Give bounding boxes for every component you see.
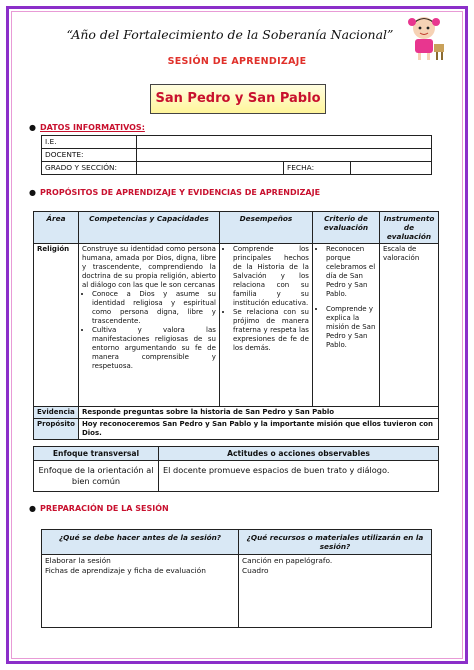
table-row — [42, 162, 432, 175]
bullet-icon: ● — [29, 123, 36, 132]
table-row — [42, 136, 432, 149]
list-item: • Se relaciona con su prójimo de manera fraterna y respeta las expresiones de fe de los demás. — [233, 308, 309, 353]
bullet-icon: ● — [29, 188, 36, 197]
fecha-label: FECHA: — [284, 162, 351, 175]
header-desempenos: Desempeños — [219, 212, 312, 244]
grado-label: GRADO Y SECCIÓN: — [42, 162, 137, 175]
student-illustration — [398, 10, 450, 62]
preparation-table — [41, 529, 432, 628]
fecha-value — [351, 162, 432, 175]
header-instrumento: Instrumento de evaluación — [379, 212, 438, 244]
header-recursos: ¿Qué recursos o materiales utilizarán en la sesión? — [239, 530, 432, 555]
table-header-row — [34, 212, 439, 244]
list-item: Canción en papelógrafo. — [242, 556, 333, 565]
learning-purposes-table — [33, 211, 439, 440]
list-item: Elaborar la sesión — [45, 556, 111, 565]
section-preparacion — [29, 504, 169, 513]
proposito-text: Hoy reconoceremos San Pedro y San Pablo y la importante misión que ellos tuvieron con Dios. — [78, 419, 438, 440]
grado-value — [137, 162, 284, 175]
table-row — [42, 149, 432, 162]
header-area: Área — [34, 212, 79, 244]
list-item: Fichas de aprendizaje y ficha de evaluación — [45, 566, 206, 575]
docente-label: DOCENTE: — [42, 149, 137, 162]
enfoque-cell: Enfoque de la orientación al bien común — [34, 461, 159, 492]
list-item: • Cultiva y valora las manifestaciones religiosas de su entorno argumentando su fe de manera comprensible y respetuosa. — [92, 326, 216, 371]
header-actitudes: Actitudes o acciones observables — [159, 447, 439, 461]
table-row — [34, 419, 439, 440]
docente-value — [137, 149, 432, 162]
list-item: • Conoce a Dios y asume su identidad religiosa y espiritual como persona digna, libre y trascendente. — [92, 290, 216, 326]
cross-cutting-table — [33, 446, 439, 492]
section-preparacion-label: PREPARACIÓN DE LA SESIÓN — [40, 504, 169, 513]
recursos-cell — [239, 555, 432, 628]
section-datos-label: DATOS INFORMATIVOS: — [40, 123, 145, 132]
section-propositos — [29, 188, 321, 197]
instrumento-cell: Escala de valoración — [379, 244, 438, 407]
table-header-row — [34, 447, 439, 461]
evidencia-label: Evidencia — [34, 407, 79, 419]
bullet-icon: ● — [29, 504, 36, 513]
header-enfoque: Enfoque transversal — [34, 447, 159, 461]
header-competencias: Competencias y Capacidades — [78, 212, 219, 244]
antes-cell — [42, 555, 239, 628]
header-antes: ¿Qué se debe hacer antes de la sesión? — [42, 530, 239, 555]
section-datos — [29, 123, 145, 132]
table-row — [42, 555, 432, 628]
evidencia-text: Responde preguntas sobre la historia de San Pedro y San Pablo — [78, 407, 438, 419]
table-header-row — [42, 530, 432, 555]
info-table — [41, 135, 432, 175]
table-row — [34, 244, 439, 407]
competencia-text: Construye su identidad como persona humana, amada por Dios, digna, libre y trascendente, comprendiendo la doctrina de su propia religión, abierto al diálogo con las que le son cercanas — [81, 245, 216, 289]
year-motto: “Año del Fortalecimiento de la Soberanía Nacional” — [66, 27, 394, 42]
ie-label: I.E. — [42, 136, 137, 149]
competencias-cell — [78, 244, 219, 407]
list-item: • Reconocen porque celebramos el día de San Pedro y San Pablo. — [326, 245, 376, 299]
table-row — [34, 407, 439, 419]
list-item: Cuadro — [242, 566, 269, 575]
proposito-label: Propósito — [34, 419, 79, 440]
criterios-cell — [312, 244, 379, 407]
page-title: SESIÓN DE APRENDIZAJE — [167, 56, 307, 67]
desempenos-cell — [219, 244, 312, 407]
header-criterio: Criterio de evaluación — [312, 212, 379, 244]
area-cell: Religión — [34, 244, 79, 407]
table-row — [34, 461, 439, 492]
actitud-cell: El docente promueve espacios de buen trato y diálogo. — [159, 461, 439, 492]
list-item: • Comprende los principales hechos de la Historia de la Salvación y los relaciona con su familia y su institución educativa. — [233, 245, 309, 308]
list-item: • Comprende y explica la misión de San Pedro y San Pablo. — [326, 305, 376, 350]
ie-value — [137, 136, 432, 149]
section-propositos-label: PROPÓSITOS DE APRENDIZAJE Y EVIDENCIAS DE APRENDIZAJE — [40, 188, 321, 197]
session-topic-banner: San Pedro y San Pablo — [150, 84, 326, 114]
